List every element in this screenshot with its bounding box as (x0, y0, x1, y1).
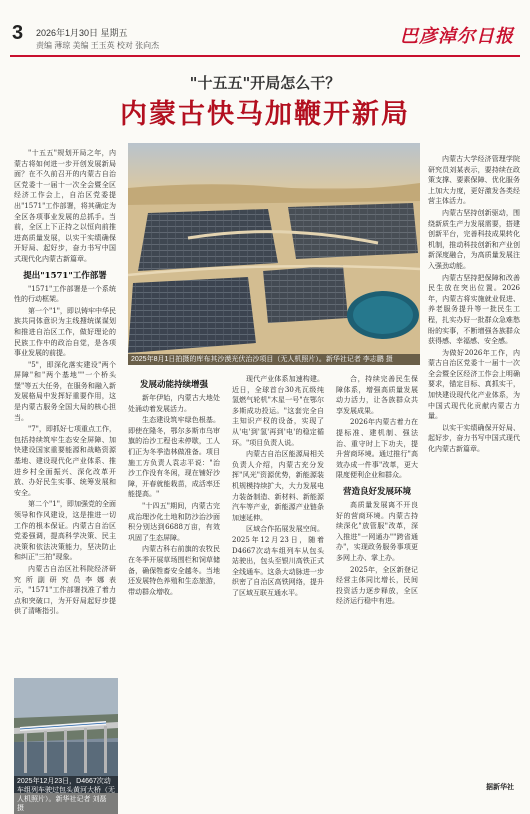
column-3 (232, 374, 324, 794)
paragraph: 内蒙古坚持创新驱动，围绕新质生产力发展需要，搭建创新平台，完善科技成果转化机制，推动科技创新和产业创新深度融合，为高质量发展注入强劲动能。 (428, 208, 520, 270)
page-number: 3 (12, 22, 24, 44)
solar-farm-image (128, 143, 420, 365)
paragraph: "5"，即深化落实建设"两个屏障"和"两个基地""一个桥头堡"等五大任务，在服务和融入新发展格局中发挥好重要作用，这是内蒙古服务全国大局的核心担当。 (14, 360, 116, 422)
paragraph: 第一个"1"，即以铸牢中华民族共同体意识为主线搜统谋谋划和推进自治区工作，做好理论的民族工作中的政治自觉，是各项事业发展的前提。 (14, 306, 116, 358)
paragraph: 内蒙古自治区能源局相关负责人介绍，内蒙古充分发挥"风光"资源优势，新能源装机规模持续扩大，大力发展电力装备制造、新材料、新能源汽车等产业，新能源产业链条加速延伸。 (232, 450, 324, 522)
paragraph: 内蒙古科右前旗的农牧民在冬季开展草场围栏和饲草储备，确保牲畜安全越冬。当地还发展特色养殖和生态旅游，带动群众增收。 (128, 545, 220, 596)
source-credit: 据新华社 (486, 784, 514, 791)
paragraph: 高质量发展离不开良好的营商环境。内蒙古持续深化"放管服"改革，深入推进"一网通办""跨省通办"，实现政务服务事项更多网上办、掌上办。 (336, 500, 418, 562)
column-1 (14, 148, 116, 668)
editors-line: 责编 薄琼 美编 王玉英 校对 张向杰 (36, 41, 160, 50)
paragraph: 为做好2026年工作，内蒙古自治区党委十一届十一次全会暨全区经济工作会上明确要求，锚定目标、真抓实干，加快建设现代化产业体系，为中国式现代化贡献内蒙古力量。 (428, 348, 520, 421)
solar-farm-photo (128, 143, 420, 365)
page-header (0, 0, 530, 58)
article-kicker: "十五五"开局怎么干？ (189, 74, 341, 92)
paragraph: 内蒙古大学经济管理学院研究员刘某表示，要持续在政策支撑、要素保障、优化服务上加大力度，更好激发各类经营主体活力。 (428, 155, 520, 206)
article-headline: 内蒙古快马加鞭开新局 (120, 99, 410, 130)
paragraph: 区域合作拓展发展空间。2025年12月23日，随着D4667次动车组列车从包头站驶出，包头至银川高铁正式全线通车。这条大动脉进一步织密了自治区高铁网络，提升了区域互联互通水平。 (232, 525, 324, 597)
column-5 (428, 154, 520, 794)
section-heading: 营造良好发展环境 (342, 486, 411, 497)
newspaper-logo: 巴彦淖尔日报 (400, 26, 514, 47)
column-4 (336, 374, 418, 794)
paragraph: 现代产业体系加速构建。近日，全球首台30兆瓦级纯氢燃气轮机"木星一号"在鄂尔多斯成功投运。"这套完全自主知识产权的设备，实现了从'电'到'氢'再到'电'的稳定循环。"项目负责人说。 (232, 375, 324, 447)
date-line: 2026年1月30日 星期五 (36, 28, 128, 38)
paragraph: 合，持续完善民生保障体系，增强高质量发展动力活力，让各族群众共享发展成果。 (336, 375, 418, 415)
header-rule (10, 55, 520, 57)
paragraph: 内蒙古自治区社科院经济研究所副研究员李娜表示，"1571"工作部署找准了着力点和突破口，为开好局起好步提供了清晰指引。 (14, 564, 116, 616)
paragraph: 2026年内蒙古着力在提标准、建机制、强法治、重守时上下功夫，提升营商环境。通过推行"高效办成一件事"改革，更大限度便利企业和群众。 (336, 418, 418, 480)
paragraph: 生态建设筑牢绿色根基。即使在隆冬，鄂尔多斯市乌审旗的治沙工程也未停歇，工人们正为冬季造林做准备。项目施工方负责人袁志平说："治沙工作没有冬闲，现在铺好沙障，开春就能栽苗，成活率还能提高。" (128, 416, 220, 499)
section-heading: 提出"1571"工作部署 (23, 270, 107, 281)
paragraph: "十四五"期间，内蒙古完成治理沙化土地和防沙治沙面积分别达到6688万亩，有效巩固了生态屏障。 (128, 501, 220, 542)
paragraph: "十五五"规划开局之年，内蒙古将如何进一步开创发展新局面？在不久前召开的内蒙古自治区党委十一届十一次全会暨全区经济工作会上，自治区党委提出"1571"工作部署，将其确定为全区各项事业发展的总抓手。当前，全区上下正持之以恒向前推进高质量发展，以实干实绩确保开好局、起好步，奋力书写中国式现代化内蒙古新篇章。 (14, 149, 116, 263)
paragraph: 以实干实绩确保开好局、起好步，奋力书写中国式现代化内蒙古新篇章。 (428, 423, 520, 454)
paragraph: "1571"工作部署是一个系统性的行动框架。 (14, 284, 116, 304)
paragraph: 2025年，全区新登记经营主体同比增长，民间投资活力逐步释放，全区经济运行稳中有进。 (336, 565, 418, 606)
photo-1-caption: 2025年8月1日拍摄的库布其沙漠光伏治沙项目（无人机照片）。新华社记者 李志鹏 摄 (128, 354, 420, 365)
paragraph: 新年伊始，内蒙古大地处处涌动着发展活力。 (128, 394, 220, 413)
column-2 (128, 374, 220, 794)
photo-2-caption: 2025年12月23日，D4667次动车组列车驶过包头黄河大桥（无人机照片）。新华社记者 刘磊 摄 (14, 776, 118, 814)
paragraph: 内蒙古坚持把保障和改善民生放在突出位置。2026年，内蒙古将实施就业促进、养老服务提升等一批民生工程，扎实办好一批群众急难愁盼的实事，不断增强各族群众获得感、幸福感、安全感。 (428, 273, 520, 346)
paragraph: "7"，即抓好七项重点工作，包括持续筑牢生态安全屏障、加快建设国家重要能源和战略资源基地、建设现代化产业体系、推进乡村全面振兴、深化改革开放、办好民生实事、统筹发展和安全。 (14, 425, 116, 497)
paragraph: 第二个"1"，即加强党的全面领导和作风建设，这是推进一切工作的根本保证。内蒙古自治区党委强调，提高科学决策、民主决策和依法决策能力，坚决防止和纠正"三拍"现象。 (14, 500, 116, 562)
section-heading: 发展动能持续增强 (139, 380, 208, 390)
